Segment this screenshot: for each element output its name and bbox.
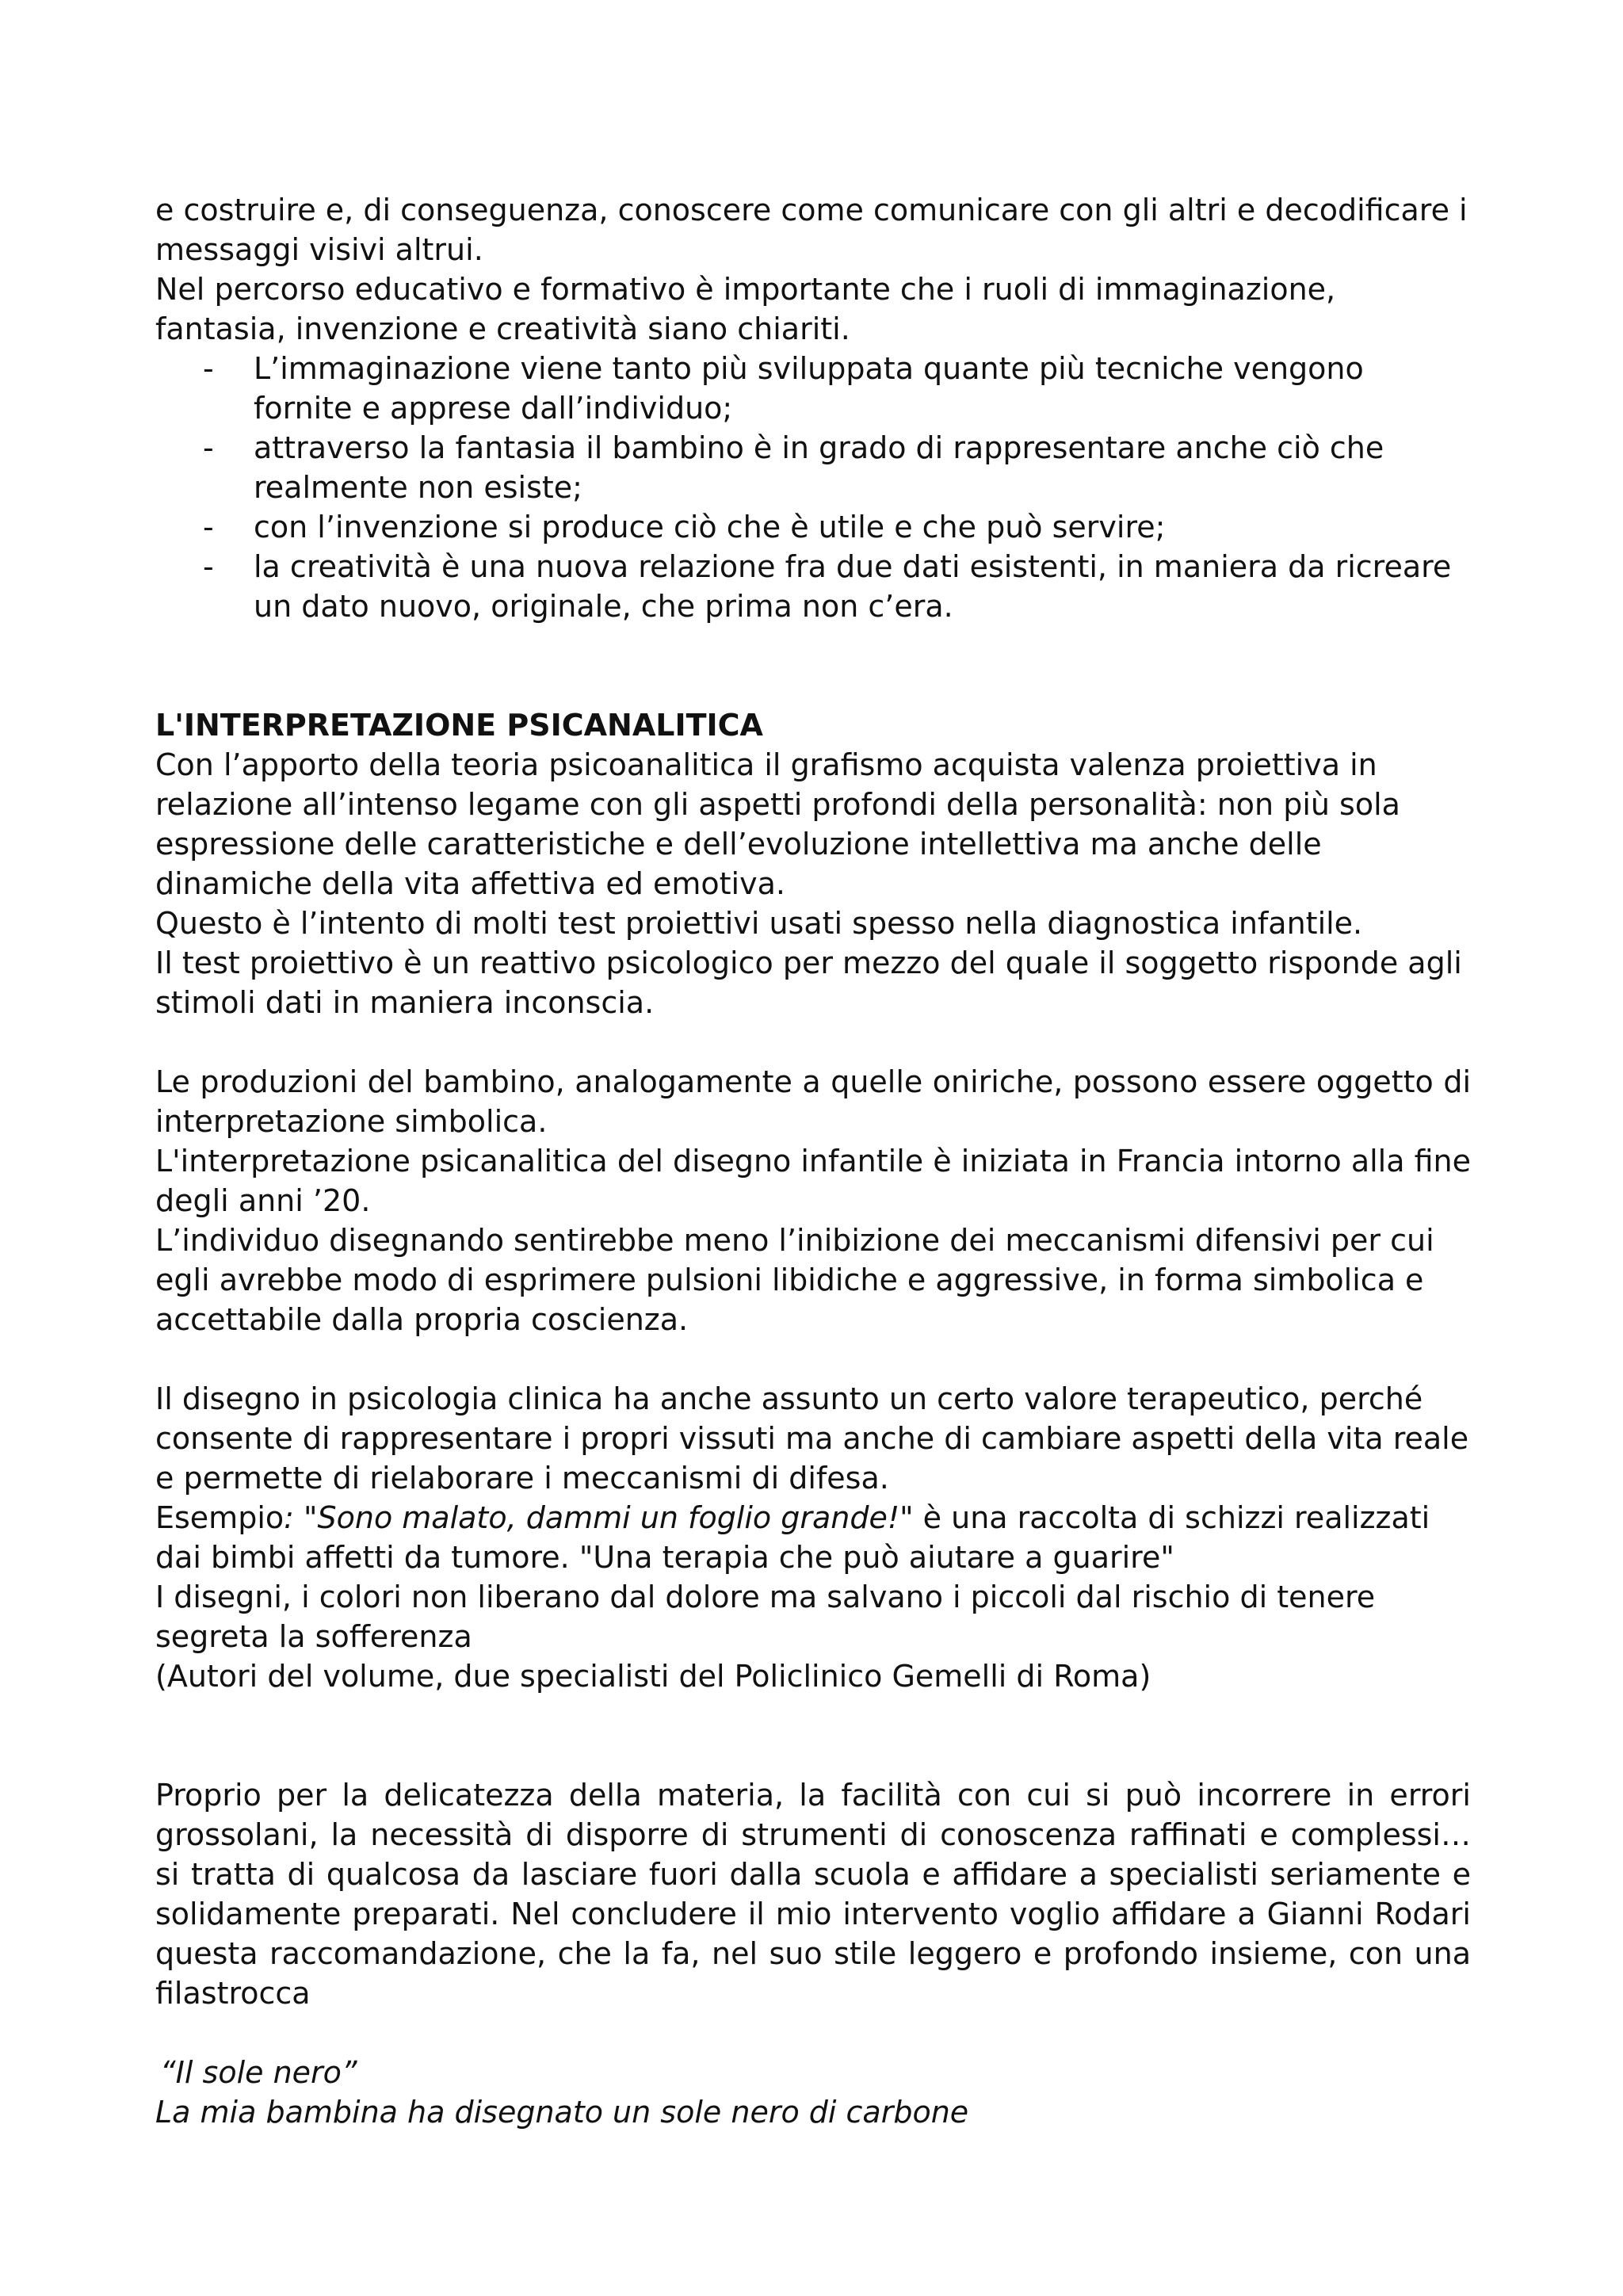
section-paragraph: Il test proiettivo è un reattivo psicologico per mezzo del quale il soggetto risponde agli stimoli dati in maniera inconscia. — [155, 946, 1462, 1020]
intro-paragraph-2: Nel percorso educativo e formativo è importante che i ruoli di immaginazione, fantasia, invenzione e creatività siano chiariti. — [155, 272, 1336, 346]
example-book-title: : "Sono malato, dammi un foglio grande!" — [284, 1500, 914, 1535]
closing-paragraph: Proprio per la delicatezza della materia, la facilità con cui si può incorrere in errori grossolani, la necessità di disporre di strumenti di conoscenza raffinati e complessi… si tratta di qualcosa da lasciare fuori dalla scuola e affidare a specialisti seriamente e solidamente preparati. Nel concludere il mio intervento voglio affidare a Gianni Rodari questa raccomandazione, che la fa, nel suo stile leggero e profondo insieme, con una filastrocca — [155, 1778, 1471, 2011]
example-prefix: Esempio — [155, 1500, 285, 1535]
section-paragraph: (Autori del volume, due specialisti del Policlinico Gemelli di Roma) — [155, 1659, 1151, 1694]
section-heading: L'INTERPRETAZIONE PSICANALITICA — [155, 708, 763, 743]
example-description: è una raccolta di schizzi realizzati dai bimbi affetti da tumore. "Una terapia che può aiutare a guarire" — [155, 1500, 1430, 1575]
poem-line: La mia bambina ha disegnato un sole nero di carbone — [155, 2095, 969, 2130]
list-item: - attraverso la fantasia il bambino è in grado di rappresentare anche ciò che realmente non esiste; — [155, 428, 1471, 507]
section-paragraph: Con l’apporto della teoria psicoanalitica il grafismo acquista valenza proiettiva in relazione all’intenso legame con gli aspetti profondi della personalità: non più sola espressione delle caratteristiche e dell’evoluzione intellettiva ma anche delle dinamiche della vita affettiva ed emotiva. — [155, 747, 1400, 901]
section-paragraph: I disegni, i colori non liberano dal dolore ma salvano i piccoli dal rischio di tenere segreta la sofferenza — [155, 1580, 1376, 1654]
list-item: - con l’invenzione si produce ciò che è utile e che può servire; — [155, 507, 1471, 547]
list-dash: - — [203, 351, 214, 386]
definitions-list — [155, 349, 1471, 626]
poem-title: “Il sole nero” — [160, 2055, 357, 2090]
document-page — [155, 190, 1471, 2132]
intro-paragraph-1: e costruire e, di conseguenza, conoscere come comunicare con gli altri e decodificare i messaggi visivi altrui. — [155, 193, 1468, 267]
section-paragraph: Il disegno in psicologia clinica ha anche assunto un certo valore terapeutico, perché consente di rappresentare i propri vissuti ma anche di cambiare aspetti della vita reale e permette di rielaborare i meccanismi di difesa. — [155, 1381, 1469, 1496]
section-paragraph: Le produzioni del bambino, analogamente a quelle oniriche, possono essere oggetto di interpretazione simbolica. — [155, 1064, 1471, 1139]
list-dash: - — [203, 510, 214, 544]
example-paragraph — [155, 1498, 1471, 1577]
list-item: - L’immaginazione viene tanto più sviluppata quante più tecniche vengono fornite e apprese dall’individuo; — [155, 349, 1471, 428]
list-dash: - — [203, 430, 214, 465]
list-item: - la creatività è una nuova relazione fra due dati esistenti, in maniera da ricreare un dato nuovo, originale, che prima non c’era. — [155, 547, 1471, 626]
section-paragraph: Questo è l’intento di molti test proiettivi usati spesso nella diagnostica infantile. — [155, 906, 1363, 941]
list-dash: - — [203, 549, 214, 584]
section-paragraph: L’individuo disegnando sentirebbe meno l’inibizione dei meccanismi difensivi per cui egli avrebbe modo di esprimere pulsioni libidiche e aggressive, in forma simbolica e accettabile dalla propria coscienza. — [155, 1223, 1434, 1337]
section-paragraph: L'interpretazione psicanalitica del disegno infantile è iniziata in Francia intorno alla fine degli anni ’20. — [155, 1144, 1471, 1218]
